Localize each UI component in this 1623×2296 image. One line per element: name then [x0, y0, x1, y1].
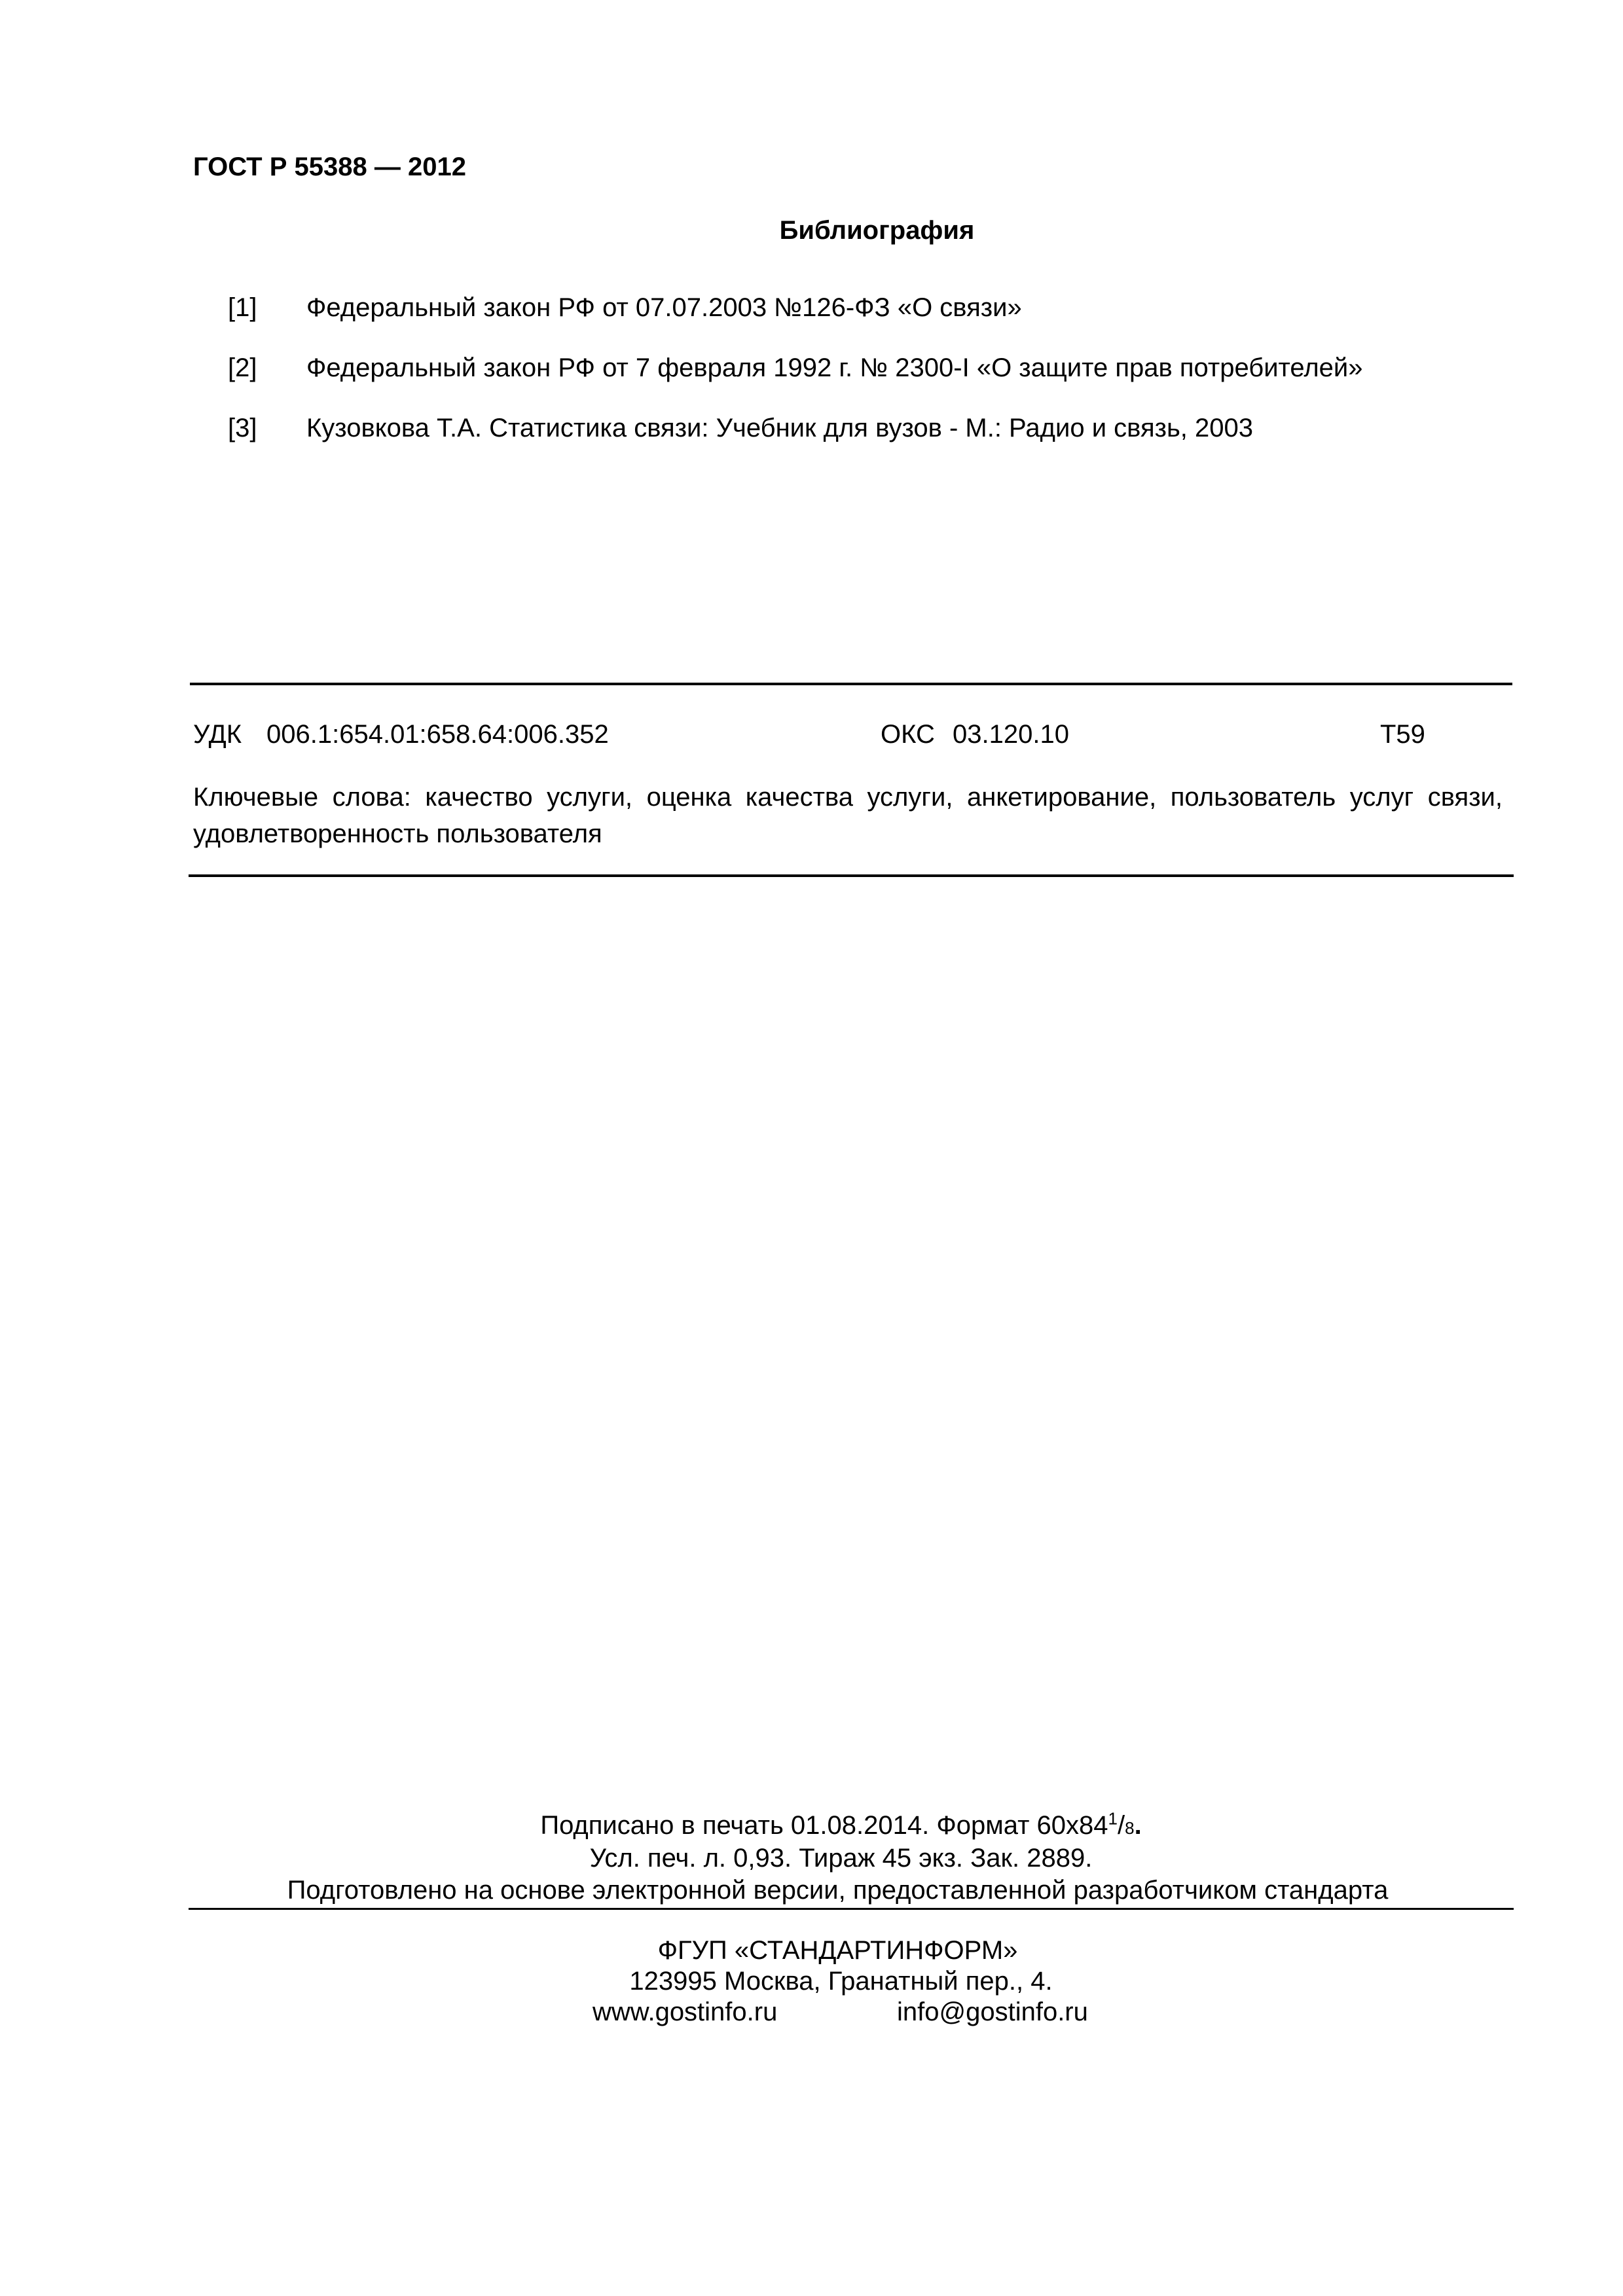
classification-code: Т59 [1380, 720, 1425, 749]
udk-label: УДК [193, 720, 242, 749]
imprint-print-details: Усл. печ. л. 0,93. Тираж 45 экз. Зак. 2889. [589, 1844, 1093, 1873]
bibliography-item-number: [2] [228, 353, 257, 382]
top-divider [190, 683, 1512, 685]
oks-label: ОКС [881, 720, 935, 749]
document-code: ГОСТ Р 55388 — 2012 [193, 152, 466, 181]
publisher-name: ФГУП «СТАНДАРТИНФОРМ» [657, 1936, 1018, 1965]
imprint-prepared-note: Подготовлено на основе электронной версии, предоставленной разработчиком стандарта [287, 1876, 1389, 1905]
bibliography-item-text: Кузовкова Т.А. Статистика связи: Учебник для вузов - М.: Радио и связь, 2003 [306, 414, 1253, 442]
oks-value: 03.120.10 [953, 720, 1069, 749]
bottom-divider [189, 874, 1514, 877]
bibliography-item-text: Федеральный закон РФ от 07.07.2003 №126-ФЗ «О связи» [306, 293, 1022, 322]
publisher-website-link[interactable]: www.gostinfo.ru [593, 1998, 778, 2026]
format-separator: / [1117, 1811, 1125, 1840]
udk-value: 006.1:654.01:658.64:006.352 [266, 720, 609, 749]
publisher-address: 123995 Москва, Гранатный пер., 4. [629, 1967, 1053, 1996]
format-numerator: 1 [1108, 1808, 1118, 1829]
publisher-email-link[interactable]: info@gostinfo.ru [897, 1998, 1088, 2026]
bibliography-item-number: [1] [228, 293, 257, 322]
keywords: Ключевые слова: качество услуги, оценка качества услуги, анкетирование, пользователь услуг связи, удовлетворенность пользователя [193, 783, 1503, 848]
bibliography-item-text: Федеральный закон РФ от 7 февраля 1992 г. № 2300-I «О защите прав потребителей» [306, 353, 1363, 382]
bibliography-title: Библиография [779, 216, 975, 245]
format-end: . [1134, 1811, 1142, 1840]
bibliography-item-number: [3] [228, 414, 257, 442]
format-denominator: 8 [1125, 1818, 1135, 1838]
imprint-signed-text: Подписано в печать 01.08.2014. Формат 60х84 [540, 1811, 1108, 1840]
imprint-signed-line [0, 1808, 1623, 1840]
imprint-divider [189, 1908, 1514, 1910]
